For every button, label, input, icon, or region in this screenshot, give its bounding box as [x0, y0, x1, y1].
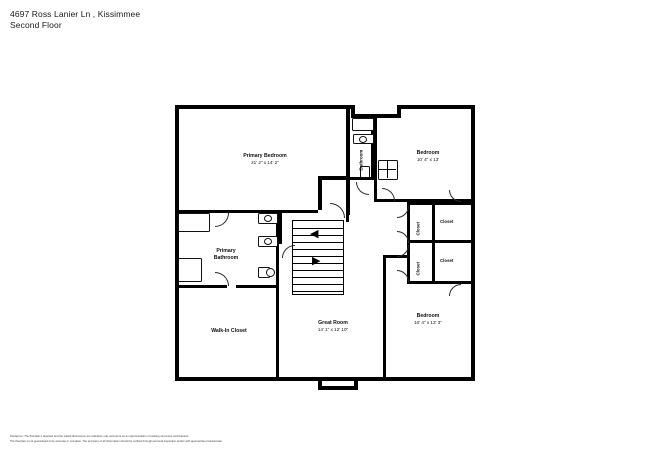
interior-wall-closet-divider-mid — [407, 240, 475, 243]
exterior-wall-left — [175, 105, 179, 381]
room-name-line-1: Primary — [216, 248, 236, 254]
door-primary-bedroom — [330, 203, 345, 218]
room-name-line-2: Bathroom — [213, 255, 239, 262]
door-primary-bath-entry — [215, 213, 229, 227]
disclaimer-line-1: Disclaimer: The floorplan's depicted and the stated dimensions are indicative only and serve as an approximation of existing structures and features. — [10, 435, 190, 438]
door-closet-right-lower — [449, 284, 461, 296]
interior-wall-closet-block-left — [407, 202, 410, 284]
room-name: Walk-In Closet — [211, 328, 247, 334]
sink-primary-left — [264, 215, 272, 222]
interior-wall-landing-right — [346, 210, 349, 222]
door-walkin-closet — [215, 272, 229, 286]
exterior-wall-entry-bottom — [318, 386, 358, 390]
interior-wall-primary-jog — [318, 176, 350, 180]
interior-wall-hall-left — [279, 210, 282, 244]
room-name: Primary Bedroom — [243, 153, 287, 159]
disclaimer-line-2: The floorplan is not guaranteed to be accurate or complete. The accuracy of all information should be verified through personal inspection and/or with appropriate professionals. — [10, 440, 223, 444]
room-label-closet-upper-left: Closet — [415, 222, 421, 236]
room-dimension: 14' 1" x 12' 10" — [317, 327, 349, 333]
stairs-down-arrow: ◀ — [310, 227, 319, 240]
door-great-room — [282, 245, 295, 258]
primary-bathtub — [178, 213, 210, 232]
exterior-wall-right — [471, 105, 475, 381]
room-label-bedroom-bottom-right — [388, 313, 468, 326]
interior-wall-walkin-closet-right — [276, 288, 279, 381]
plan-header — [10, 9, 140, 32]
room-label-bedroom-top-right — [388, 150, 468, 163]
interior-wall-bedroom-top-right-left — [374, 118, 377, 202]
room-label-closet-lower-left: Closet — [415, 262, 421, 276]
stairs-up-arrow: ▶ — [312, 254, 321, 267]
sink-primary-right — [264, 238, 272, 245]
interior-wall-landing-top — [282, 210, 318, 213]
room-dimension: 21' 2" x 14' 2" — [251, 160, 279, 166]
interior-wall-closet-block-bottom — [407, 281, 475, 284]
room-label-walk-in-closet — [184, 328, 274, 335]
room-label-great-room — [288, 320, 378, 333]
exterior-wall-bumpout-left — [351, 105, 355, 118]
interior-wall-closet-divider-vert — [432, 202, 435, 284]
exterior-wall-top-right — [401, 105, 475, 109]
door-bedroom-top-right — [382, 188, 395, 201]
room-dimension: 10' 4" x 13' 3" — [414, 320, 442, 326]
exterior-wall-entry-right — [354, 381, 358, 390]
interior-wall-primary-jog-vert — [318, 176, 322, 210]
interior-wall-great-room-top — [383, 255, 407, 258]
property-address: 4697 Ross Lanier Ln , Kissimmee — [10, 9, 141, 19]
room-dimension: 10' 4" x 13' — [416, 157, 440, 163]
interior-wall-primary-bedroom-right — [346, 105, 350, 215]
disclaimer — [10, 434, 570, 444]
room-label-bathroom: Bathroom — [358, 149, 364, 171]
toilet-primary-bowl — [266, 268, 275, 277]
interior-wall-great-room-right — [383, 255, 386, 381]
room-name: Great Room — [318, 320, 348, 326]
exterior-wall-bumpout-right — [397, 105, 401, 118]
room-name: Bedroom — [416, 313, 440, 319]
exterior-wall-bottom — [175, 377, 475, 381]
floorplan-canvas — [170, 100, 480, 385]
door-bathroom-upper — [356, 182, 369, 195]
room-label-primary-bathroom — [190, 248, 262, 262]
bathtub-upper — [352, 118, 374, 131]
floor-label: Second Floor — [10, 20, 62, 31]
interior-wall-primary-bath-bottom-2 — [236, 285, 279, 288]
room-label-closet-lower-right: Closet — [440, 258, 454, 263]
room-name: Bedroom — [416, 150, 440, 156]
exterior-wall-top-left — [175, 105, 351, 109]
room-label-primary-bedroom — [210, 153, 320, 166]
room-label-closet-upper-right: Closet — [440, 219, 454, 224]
